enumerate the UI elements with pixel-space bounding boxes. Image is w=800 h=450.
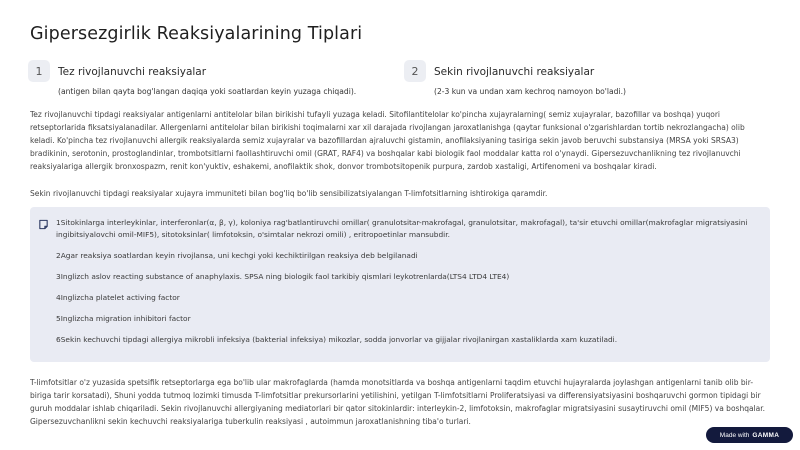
type-title: Sekin rivojlanuvchi reaksiyalar: [434, 66, 595, 78]
list-item: 2Agar reaksiya soatlardan keyin rivojlansa, uni kechgi yoki kechiktirilgan reaksiya deb belgilanadi: [56, 251, 418, 260]
number-badge: 2: [404, 60, 426, 82]
list-item: 5Inglizcha migration inhibitori factor: [56, 314, 191, 323]
paragraph-fast-reactions: Tez rivojlanuvchi tipdagi reaksiyalar antigenlarni antitelolar bilan birikishi tufayli yuzaga keladi. Sitofilantitelolar ko'pincha xujayralarning( semiz xujayralar, bazofillar va boshqa) yuqori retseptorlarida fiksatsiyalanadilar. Allergenlarni antitelolar bilan birikishi toqimalarni xar xil darajada rivojlangan jaroxatlanishga (qaytar funksional o'zgarishlardan tortib nekrozlangacha) olib keladi. Ko'pincha tez rivojlanuvchi allergik reaksiyalarda semiz xujayralar va bazofillardan ajraluvchi gistamin, anofilaksiyaning tasiriga sekin javob beruvchi substansiya (MRSA yoki SRSA3) bradikinin, serotonin, prostoglandinlar, trombotsitlarni faollashtiruvchi omil (GRAT, RAF4) va boshqalar kabi biologik faol moddalar katta rol o'ynaydi. Gipersezuvchanlikning tez rivojlanuvchi reaksiyalariga allergik bronxospazm, renit kon'yuktiv, eshakemi, anofilaktik shok, donvor trombotsitopenik purpura, zardob xastaligi, Artifenomeni va boshqalar kiradi.: [30, 110, 745, 171]
list-item: 3Inglizch aslov reacting substance of anaphylaxis. SPSA ning biologik faol tarkibiy qismlari leykotrenlarda(LTS4 LTD4 LTE4): [56, 272, 510, 281]
list-item: 4Inglizcha platelet activing factor: [56, 293, 180, 302]
paragraph-slow-reactions: Sekin rivojlanuvchi tipdagi reaksiyalar xujayra immuniteti bilan bog'liq bo'lib sensibilizatsiyalangan T-limfotsitlarning ishtirokiga qaramdir.: [30, 189, 548, 198]
paragraph-t-lymphocytes: T-limfotsitlar o'z yuzasida spetsifik retseptorlarga ega bo'lib ular makrofaglarda (hamda monotsitlarda va boshqa antigenlarni taqdim etuvchi hujayralarda joylashgan antigenlarni tanib olib bir-biriga tarir korsatadi), Shuni yodda tutmoq lozimki timusda T-limfotsitlar prekursorlarini yetilishini, yetilgan T-limfotsitlarni Proliferatsiyasi va differensiyatsiyasini boshqaruvchi gormon tipidagi bir guruh moddalar ishlab chiqariladi. Sekin rivojlanuvchi allergiyaning mediatorlari bir qator sitokinlardir: interleykin-2, limfotoksin, makrofaglar migratsiyasini susaytiruvchi omil (MIF5) va boshqalar. Gipersezuvchanlikni sekin kechuvchi reaksiyalariga tuberkulin reaksiyasi , autoimmun jaroxatlanishning tiba'o turlari.: [30, 378, 766, 426]
note-icon: [38, 219, 49, 230]
badge-brand: GAMMA: [752, 431, 780, 439]
type-description: (antigen bilan qayta bog'langan daqiqa yoki soatlardan keyin yuzaga chiqadi).: [58, 87, 357, 96]
type-title: Tez rivojlanuvchi reaksiyalar: [58, 66, 207, 78]
list-item: 6Sekin kechuvchi tipdagi allergiya mikrobli infeksiya (bakterial infeksiya) mikozlar, sodda jonvorlar va gijjalar rivojlanirgan xastaliklarda xam kuzatiladi.: [56, 335, 618, 344]
made-with-gamma-badge[interactable]: [706, 427, 793, 443]
badge-prefix: Made with: [719, 431, 750, 439]
list-item: 1Sitokinlarga interleykinlar, interferonlar(α, β, γ), koloniya rag'batlantiruvchi omillar( granulotsitar-makrofagal, granulotsitar, makrofagal), ta'sir etuvchi omillar(makrofaglar migratsiyasini ingibitsiyalovchi omil-MIF5), sitotoksinlar( limfotoksin, o'simtalar nekrozi omili) , eritropoetinlar mansubdir.: [56, 218, 748, 239]
type-card-fast: [28, 60, 398, 104]
footnotes-callout: [30, 207, 770, 362]
type-description: (2-3 kun va undan xam kechroq namoyon bo'ladi.): [434, 87, 626, 96]
type-card-slow: [404, 60, 774, 104]
page-title: Gipersezgirlik Reaksiyalarining Tiplari: [30, 24, 363, 44]
number-badge: 1: [28, 60, 50, 82]
footnotes-list: [56, 217, 756, 345]
